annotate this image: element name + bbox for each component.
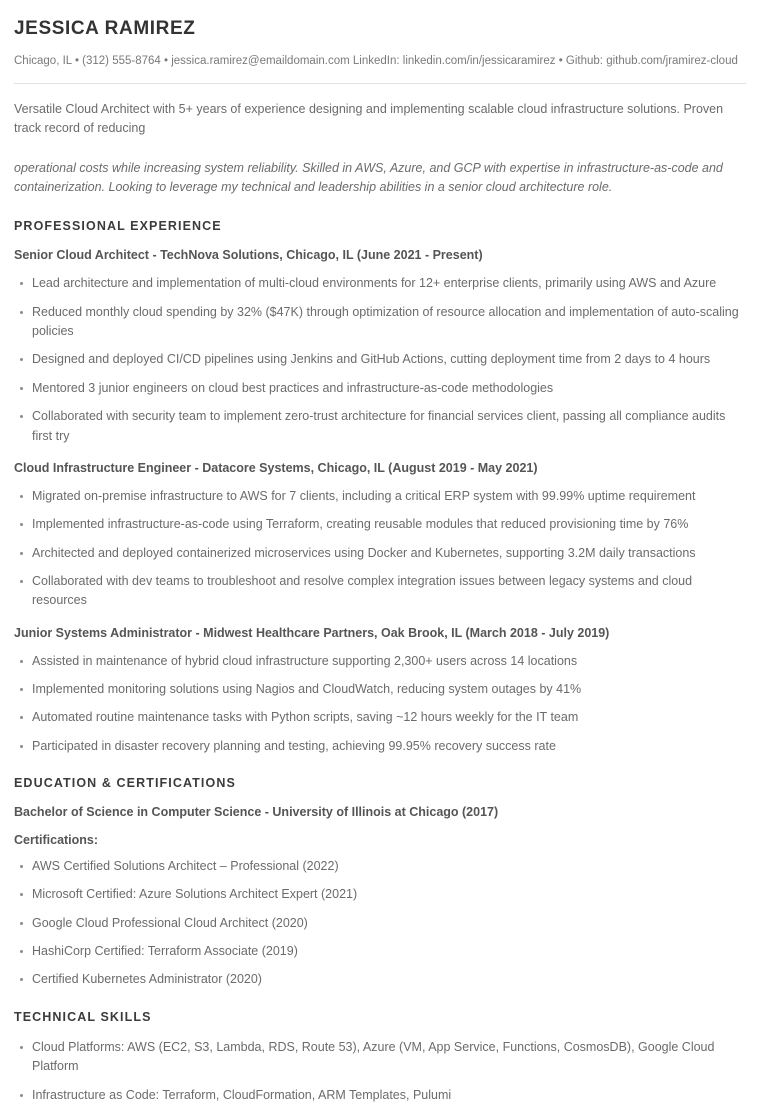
experience-heading: PROFESSIONAL EXPERIENCE — [14, 219, 222, 234]
job-title: Senior Cloud Architect - TechNova Solutions, Chicago, IL (June 2021 - Present) — [14, 248, 483, 263]
certifications-list — [14, 857, 746, 990]
list-item: AWS Certified Solutions Architect – Professional (2022) — [14, 857, 746, 876]
list-item: Infrastructure as Code: Terraform, CloudFormation, ARM Templates, Pulumi — [14, 1086, 746, 1105]
job-title: Cloud Infrastructure Engineer - Datacore Systems, Chicago, IL (August 2019 - May 2021) — [14, 460, 538, 475]
list-item: Automated routine maintenance tasks with Python scripts, saving ~12 hours weekly for the IT team — [14, 708, 746, 727]
degree-line: Bachelor of Science in Computer Science - University of Illinois at Chicago (2017) — [14, 805, 499, 820]
education-heading: EDUCATION & CERTIFICATIONS — [14, 776, 236, 791]
list-item: Microsoft Certified: Azure Solutions Architect Expert (2021) — [14, 885, 746, 904]
summary-section — [14, 100, 746, 198]
resume-header — [14, 18, 746, 84]
summary-paragraph-2: operational costs while increasing system reliability. Skilled in AWS, Azure, and GCP with expertise in infrastructure-as-code and containerization. Looking to leverage my technical and leadership abilities in a senior cloud architecture role. — [14, 160, 723, 195]
experience-entry — [14, 460, 746, 611]
education-section — [14, 776, 746, 990]
list-item: Certified Kubernetes Administrator (2020) — [14, 970, 746, 989]
experience-section — [14, 219, 746, 756]
candidate-name: JESSICA RAMIREZ — [14, 18, 196, 39]
job-bullet-list — [14, 652, 746, 757]
certifications-label: Certifications: — [14, 832, 99, 847]
skills-section — [14, 1010, 746, 1105]
list-item: Assisted in maintenance of hybrid cloud infrastructure supporting 2,300+ users across 14 locations — [14, 652, 746, 671]
header-divider — [14, 83, 746, 84]
list-item: Participated in disaster recovery planning and testing, achieving 99.95% recovery success rate — [14, 737, 746, 756]
list-item: Cloud Platforms: AWS (EC2, S3, Lambda, RDS, Route 53), Azure (VM, App Service, Functions, CosmosDB), Google Cloud Platform — [14, 1038, 746, 1077]
job-title: Junior Systems Administrator - Midwest Healthcare Partners, Oak Brook, IL (March 2018 - July 2019) — [14, 625, 610, 640]
list-item: Migrated on-premise infrastructure to AWS for 7 clients, including a critical ERP system with 99.99% uptime requirement — [14, 487, 746, 506]
contact-line: Chicago, IL • (312) 555-8764 • jessica.ramirez@emaildomain.com LinkedIn: linkedin.com/in/jessicaramirez • Github: github.com/jramirez-cloud — [14, 54, 738, 67]
list-item: Designed and deployed CI/CD pipelines using Jenkins and GitHub Actions, cutting deployment time from 2 days to 4 hours — [14, 350, 746, 369]
list-item: HashiCorp Certified: Terraform Associate (2019) — [14, 942, 746, 961]
list-item: Lead architecture and implementation of multi-cloud environments for 12+ enterprise clients, primarily using AWS and Azure — [14, 274, 746, 293]
experience-entry — [14, 625, 746, 756]
summary-paragraph-1: Versatile Cloud Architect with 5+ years of experience designing and implementing scalable cloud infrastructure solutions. Proven track record of reducing — [14, 101, 724, 136]
list-item: Architected and deployed containerized microservices using Docker and Kubernetes, supporting 3.2M daily transactions — [14, 544, 746, 563]
job-bullet-list — [14, 274, 746, 446]
list-item: Reduced monthly cloud spending by 32% ($47K) through optimization of resource allocation and implementation of auto-scaling policies — [14, 303, 746, 342]
skills-list — [14, 1038, 746, 1105]
list-item: Collaborated with security team to implement zero-trust architecture for financial services client, passing all compliance audits first try — [14, 407, 746, 446]
list-item: Implemented monitoring solutions using Nagios and CloudWatch, reducing system outages by 41% — [14, 680, 746, 699]
experience-entry — [14, 247, 746, 446]
list-item: Collaborated with dev teams to troubleshoot and resolve complex integration issues between legacy systems and cloud resources — [14, 572, 746, 611]
skills-heading: TECHNICAL SKILLS — [14, 1009, 152, 1024]
list-item: Google Cloud Professional Cloud Architect (2020) — [14, 914, 746, 933]
job-bullet-list — [14, 487, 746, 611]
list-item: Implemented infrastructure-as-code using Terraform, creating reusable modules that reduced provisioning time by 76% — [14, 515, 746, 534]
list-item: Mentored 3 junior engineers on cloud best practices and infrastructure-as-code methodologies — [14, 379, 746, 398]
